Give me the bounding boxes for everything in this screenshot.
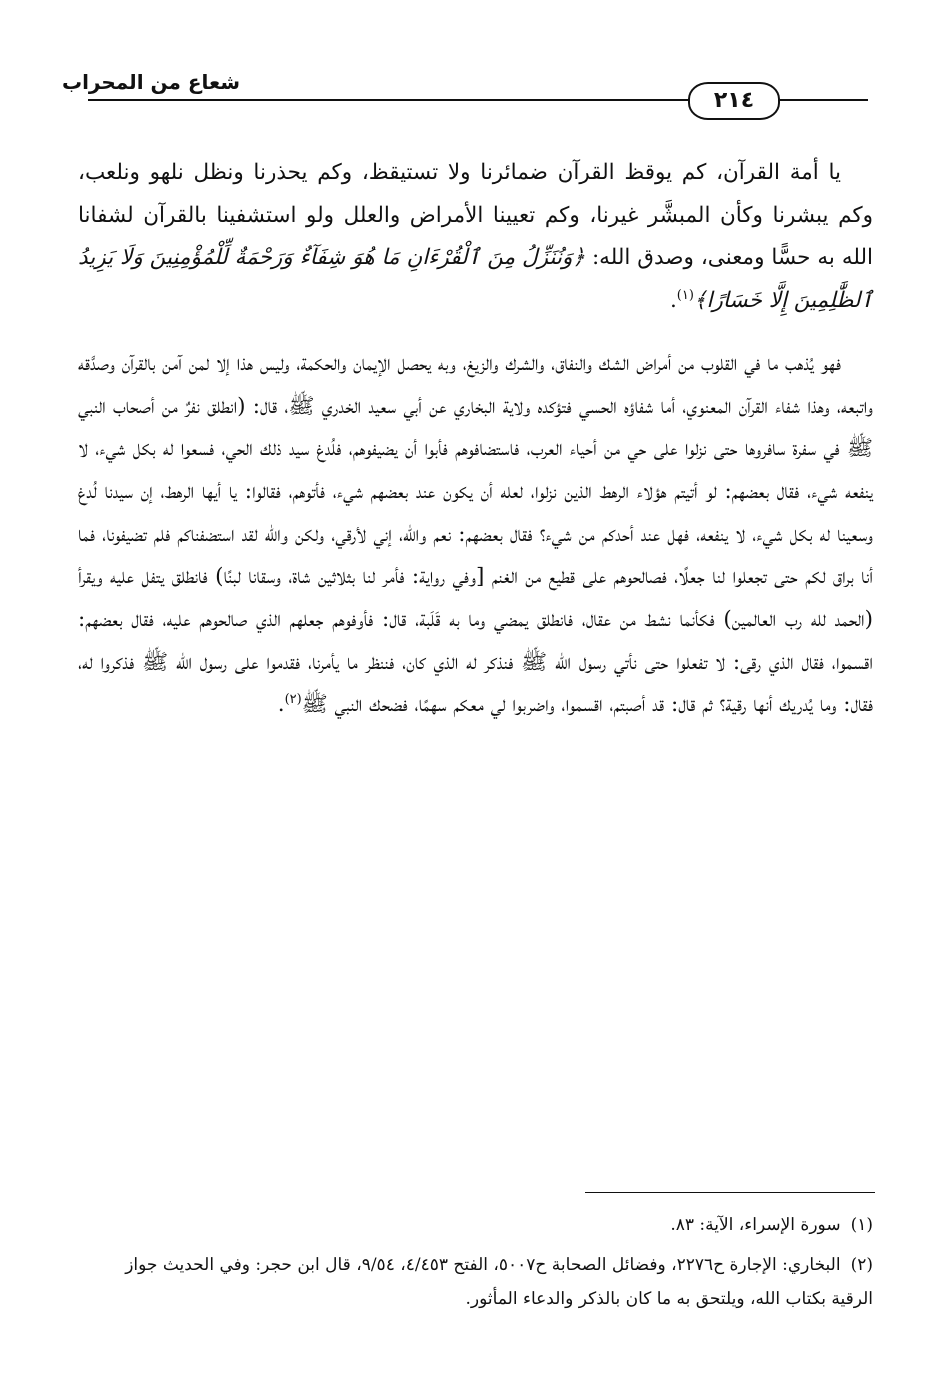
header-rule-right xyxy=(774,99,868,101)
footnote-marker-2: (٢) xyxy=(284,692,302,708)
paragraph-2 xyxy=(78,343,873,727)
footnote-1-number: (١) xyxy=(850,1215,873,1235)
body-text xyxy=(78,152,873,727)
footnote-2 xyxy=(88,1248,873,1316)
page-number: ٢١٤ xyxy=(688,82,780,120)
paragraph-1-text: يا أمة القرآن، كم يوقظ القرآن ضمائرنا ولا تستيقظ، وكم يحذرنا ونظل نلهو ونلعب، وكم يبشرنا وكأن المبشَّر غيرنا، وكم تعيينا الأمراض والعلل ولو استشفينا بالقرآن لشفانا الله به حسًّا ومعنى، وصدق الله: xyxy=(78,160,873,271)
footnote-1-text: سورة الإسراء، الآية: ٨٣. xyxy=(670,1215,841,1235)
footnotes xyxy=(88,1208,873,1316)
quran-verse: ﴿وَنُنَزِّلُ مِنَ ٱلْقُرْءَانِ مَا هُوَ شِفَآءٌ وَرَحْمَةٌ لِّلْمُؤْمِنِينَ وَلَا يَزِيدُ ٱلظَّٰلِمِينَ إِلَّا خَسَارًا﴾ xyxy=(78,245,873,314)
footnote-rule xyxy=(585,1192,875,1193)
footnote-1 xyxy=(88,1208,873,1242)
header-rule xyxy=(88,99,690,101)
footnote-marker-1: (١) xyxy=(676,287,694,303)
footnote-2-text: البخاري: الإجارة ح٢٢٧٦، وفضائل الصحابة ح٥٠٠٧، الفتح ٤/٤٥٣، ٩/٥٤، قال ابن حجر: وفي الحديث جواز الرقية بكتاب الله، ويلتحق به ما كان بالذكر والدعاء المأثور. xyxy=(125,1255,873,1309)
paragraph-2-text: فهو يُذهب ما في القلوب من أمراض الشك والنفاق، والشرك والزيغ، وبه يحصل الإيمان والحكمة، وليس هذا إلا لمن آمن بالقرآن وصدَّقه واتبعه، وهذا شفاء القرآن المعنوي، أما شفاؤه الحسي فتؤكده ولاية البخاري عن أبي سعيد الخدري ﷺ، قال: (انطلق نفرٌ من أصحاب النبي ﷺ في سفرة سافروها حتى نزلوا على حي من أحياء العرب، فاستضافوهم فأبوا أن يضيفوهم، فلُدغ سيد ذلك الحي، فسعوا له بكل شيء، لا ينفعه شيء، فقال بعضهم: لو أتيتم هؤلاء الرهط الذين نزلوا، لعله أن يكون عند بعضهم شيء، فأتوهم، فقالوا: يا أيها الرهط، إن سيدنا لُدغ وسعينا له بكل شيء، لا ينفعه، فهل عند أحدكم من شيء؟ فقال بعضهم: نعم والله، إني لأرقي، ولكن والله لقد استضفناكم فلم تضيفونا، فما أنا براق لكم حتى تجعلوا لنا جعلًا، فصالحوهم على قطيع من الغنم [وفي رواية: فأمر لنا بثلاثين شاة، وسقانا لبنًا) فانطلق يتفل عليه ويقرأ (الحمد لله رب العالمين) فكأنما نشط من عقال، فانطلق يمضي وما به قَلَبة، قال: فأوفوهم جعلهم الذي صالحوهم عليه، فقال بعضهم: اقسموا، فقال الذي رقى: لا تفعلوا حتى نأتي رسول الله ﷺ فنذكر له الذي كان، فننظر ما يأمرنا، فقدموا على رسول الله ﷺ فذكروا له، فقال: وما يُدريك أنها رقية؟ ثم قال: قد أصبتم، اقسموا، واضربوا لي معكم سهمًا، فضحك النبي ﷺ xyxy=(78,350,873,718)
paragraph-1 xyxy=(78,152,873,323)
paragraph-1-end: . xyxy=(669,288,677,314)
footnote-2-number: (٢) xyxy=(850,1255,873,1275)
running-title: شعاع من المحراب xyxy=(61,70,240,94)
paragraph-2-end: . xyxy=(277,692,285,718)
